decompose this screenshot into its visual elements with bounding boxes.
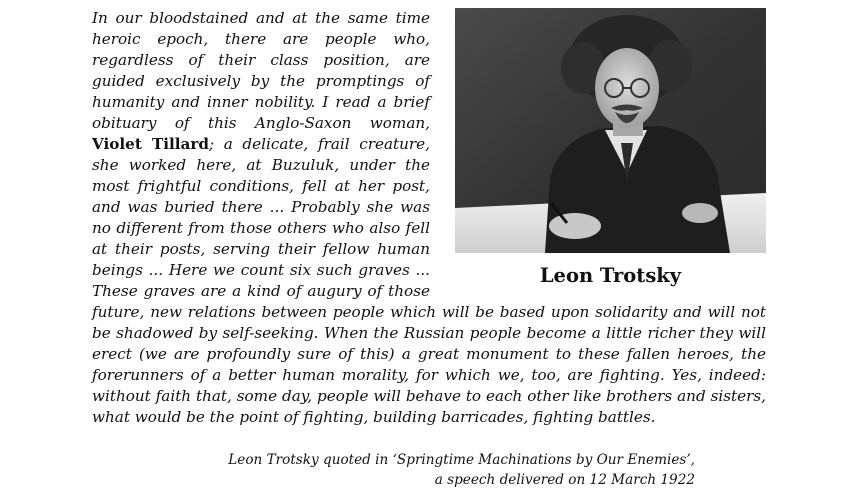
portrait-photo xyxy=(455,8,766,253)
attribution xyxy=(228,450,695,490)
quote-highlighted-name: Violet Tillard xyxy=(92,135,210,153)
quote-part-1: In our bloodstained and at the same time heroic epoch, there are people who, regardless of their class position, are guided exclusively by the promptings of humanity and inner nobility. I read a brief obituary of this Anglo-Saxon woman, xyxy=(92,9,430,132)
attribution-line-2: a speech delivered on 12 March 1922 xyxy=(434,472,695,488)
attribution-line-1: Leon Trotsky quoted in ‘Springtime Machinations by Our Enemies’, xyxy=(228,452,695,468)
quote-part-2: ; a delicate, frail creature, she worked here, at Buzuluk, under the most frightful conditions, fell at her post, and was buried there ... Probably she was no different from those others who also fell at their posts, serving their fellow human beings ... Here we count six such graves ... These graves are a kind of augury of those future, new relations between people which will be based upon solidarity and will not be shadowed by self-seeking. When the Russian people become a little richer they will erect (we are profoundly sure of this) a great monument to these fallen heroes, the forerunners of a better human morality, for which we, too, are fighting. Yes, indeed: without faith that, some day, people will behave to each other like brothers and sisters, what would be the point of fighting, building barricades, fighting battles. xyxy=(92,135,766,426)
quote-block xyxy=(92,8,766,428)
portrait-illustration xyxy=(455,8,766,253)
portrait-figure xyxy=(444,8,766,289)
writing-hand xyxy=(549,213,601,239)
portrait-caption: Leon Trotsky xyxy=(539,264,682,287)
